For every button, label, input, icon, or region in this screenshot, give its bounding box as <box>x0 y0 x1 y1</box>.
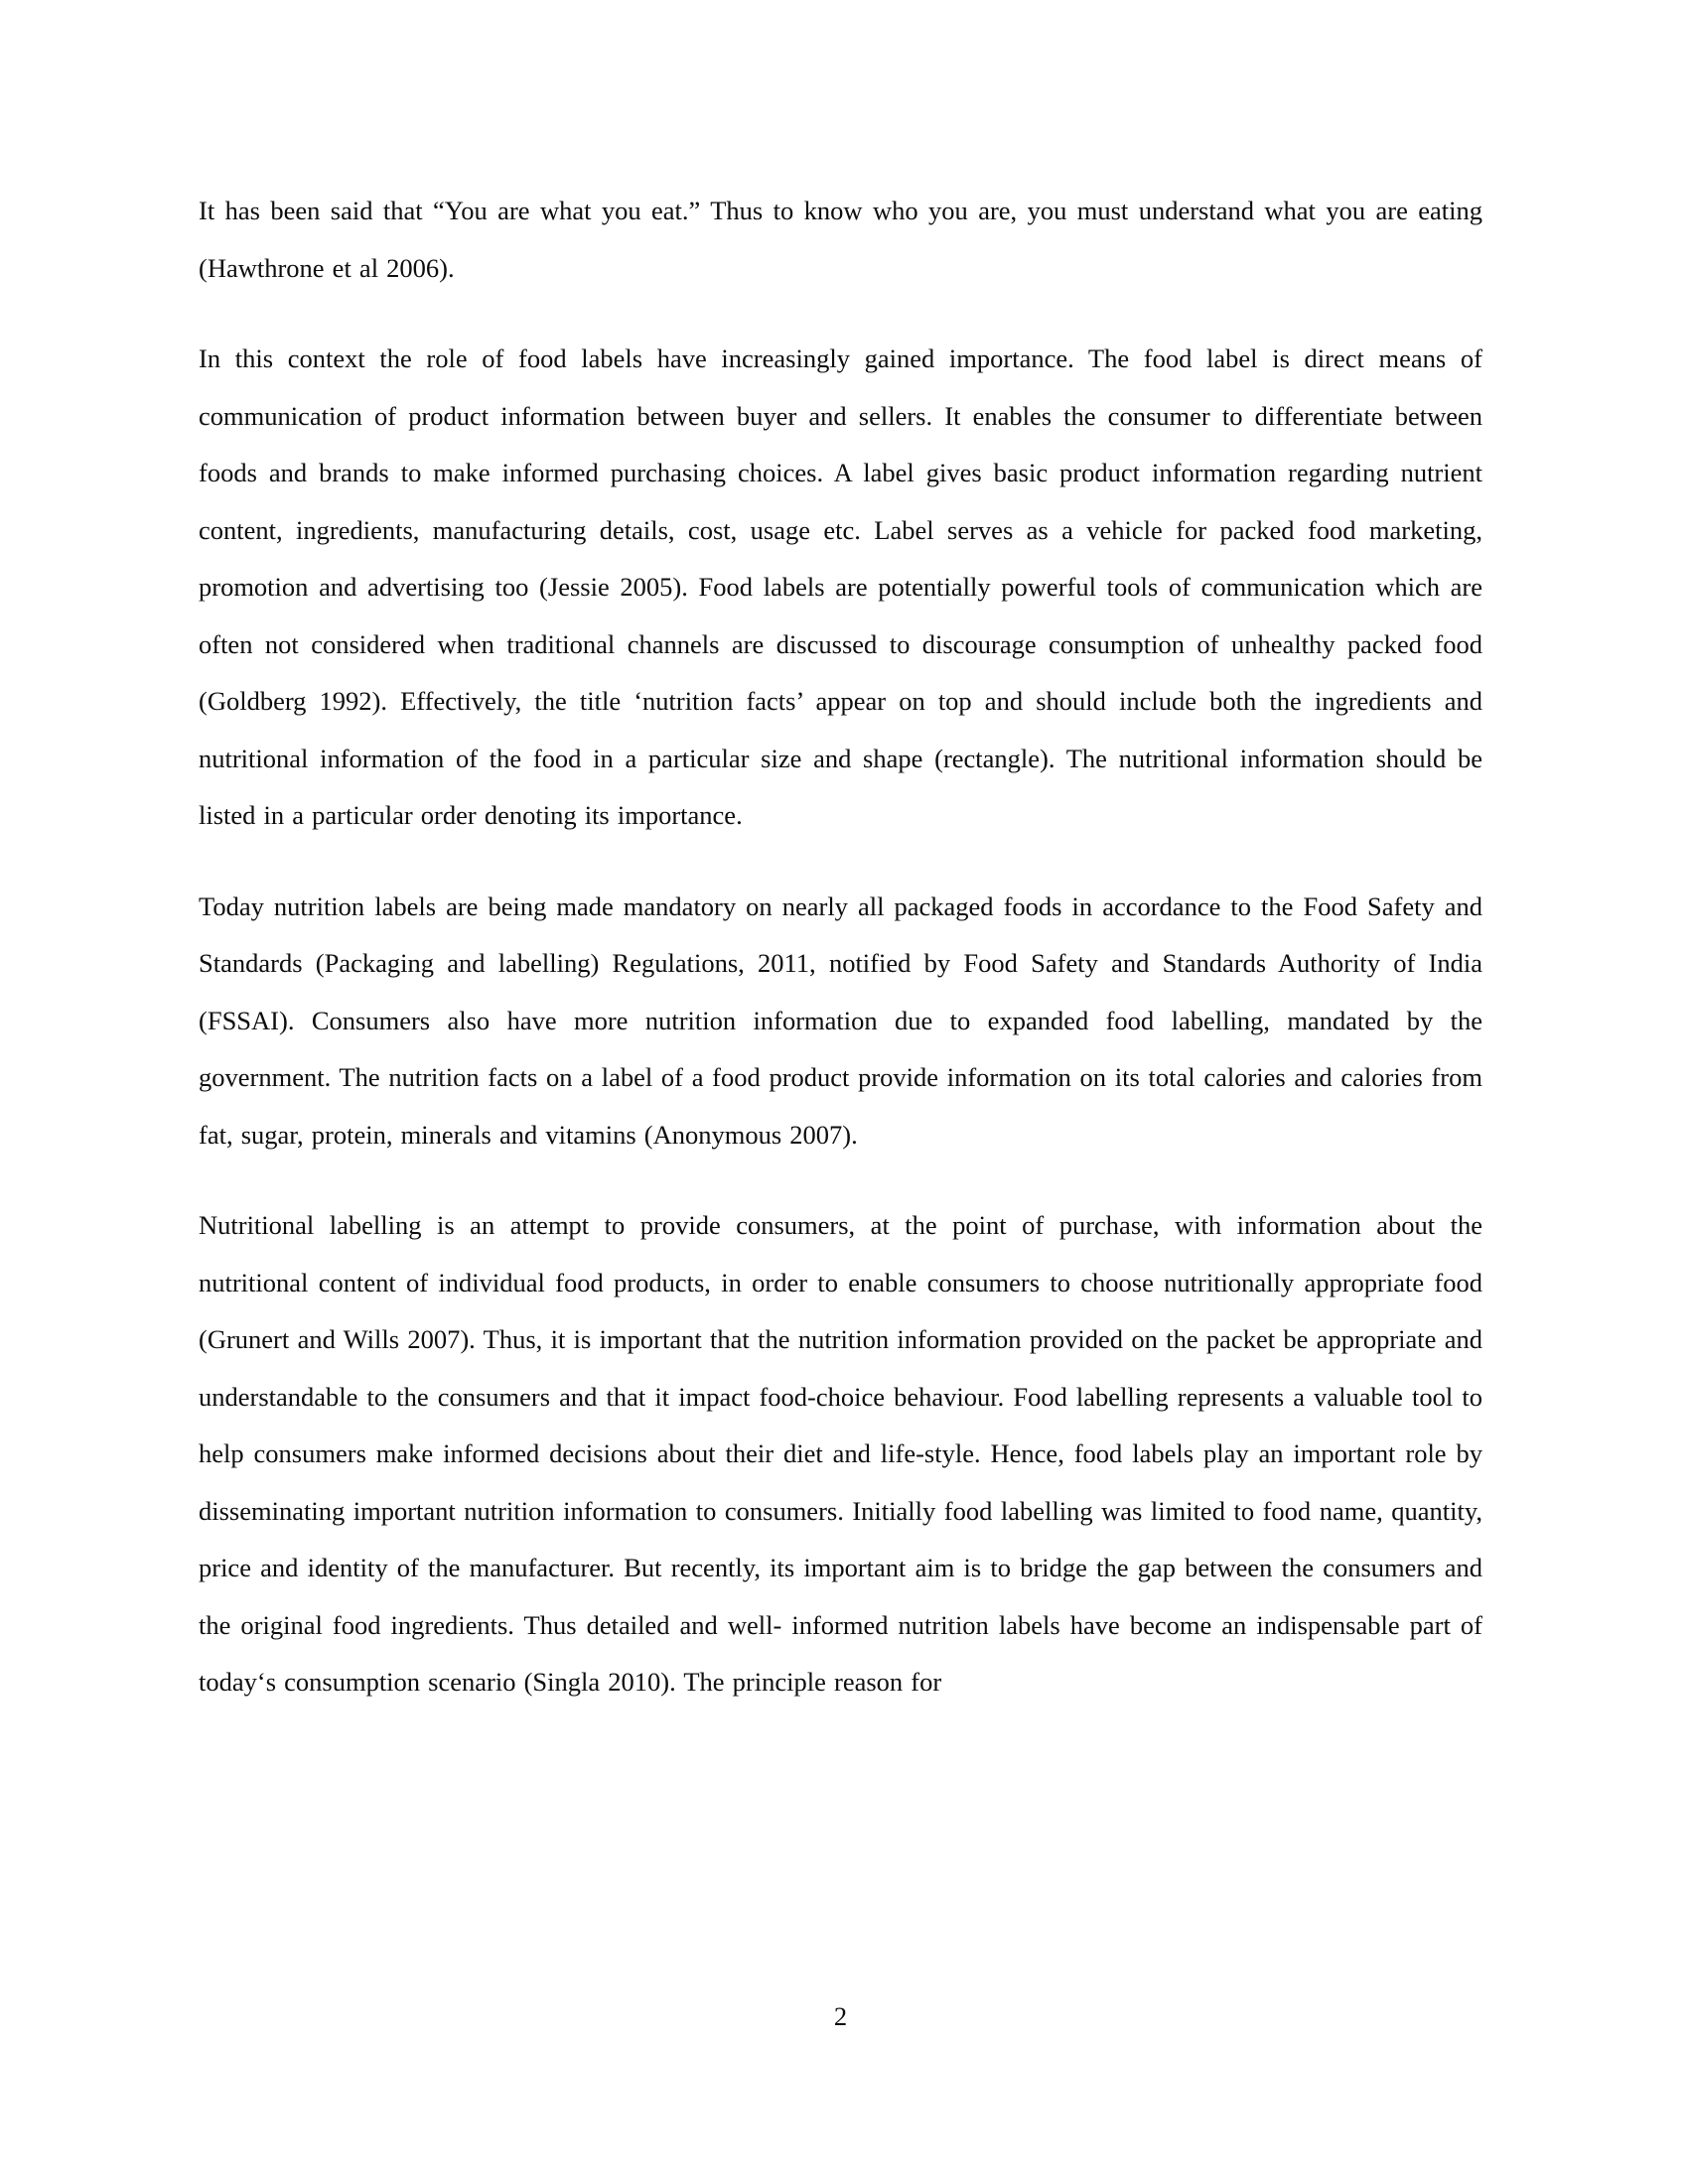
paragraph: Today nutrition labels are being made mandatory on nearly all packaged foods in accordance to the Food Safety and Standards (Packaging and labelling) Regulations, 2011, notified by Food Safety and Standards Authority of India (FSSAI). Consumers also have more nutrition information due to expanded food labelling, mandated by the government. The nutrition facts on a label of a food product provide information on its total calories and calories from fat, sugar, protein, minerals and vitamins (Anonymous 2007). <box>199 890 1482 1150</box>
paragraph: Nutritional labelling is an attempt to provide consumers, at the point of purchase, with information about the nutritional content of individual food products, in order to enable consumers to choose nutritionally appropriate food (Grunert and Wills 2007). Thus, it is important that the nutrition information provided on the packet be appropriate and understandable to the consumers and that it impact food-choice behaviour. Food labelling represents a valuable tool to help consumers make informed decisions about their diet and life-style. Hence, food labels play an important role by disseminating important nutrition information to consumers. Initially food labelling was limited to food name, quantity, price and identity of the manufacturer. But recently, its important aim is to bridge the gap between the consumers and the original food ingredients. Thus detailed and well- informed nutrition labels have become an indispensable part of today‘s consumption scenario (Singla 2010). The principle reason for <box>199 1210 1482 1697</box>
page-number: 2 <box>833 2001 848 2031</box>
paragraph: In this context the role of food labels have increasingly gained importance. The food label is direct means of communication of product information between buyer and sellers. It enables the consumer to differentiate between foods and brands to make informed purchasing choices. A label gives basic product information regarding nutrient content, ingredients, manufacturing details, cost, usage etc. Label serves as a vehicle for packed food marketing, promotion and advertising too (Jessie 2005). Food labels are potentially powerful tools of communication which are often not considered when traditional channels are discussed to discourage consumption of unhealthy packed food (Goldberg 1992). Effectively, the title ‘nutrition facts’ appear on top and should include both the ingredients and nutritional information of the food in a particular size and shape (rectangle). The nutritional information should be listed in a particular order denoting its importance. <box>199 343 1482 830</box>
page-body <box>199 183 1482 1711</box>
paragraph: It has been said that “You are what you eat.” Thus to know who you are, you must understand what you are eating (Hawthrone et al 2006). <box>199 196 1482 283</box>
